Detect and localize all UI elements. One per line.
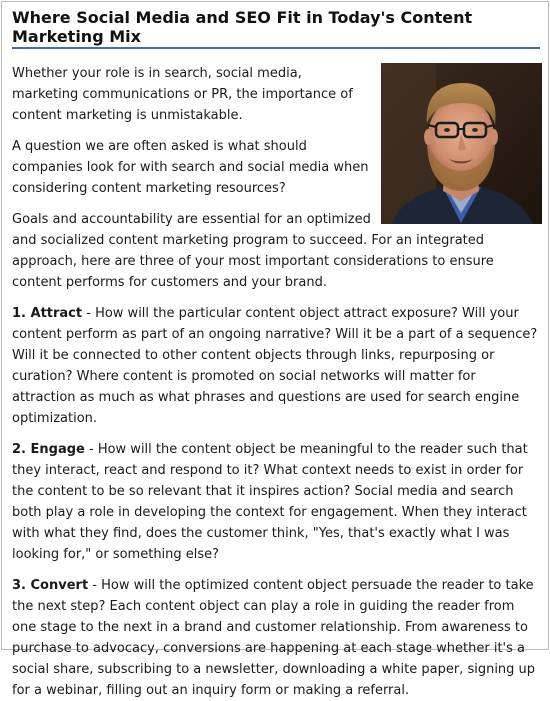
point-attract — [12, 303, 542, 429]
point-body: - How will the particular content object attract exposure? Will your content perform as part of an ongoing narrative? Will it be a part of a sequence? Will it be connected to other content objects through links, repurposing or curation? Where content is promoted on social networks will matter for attraction as much as what phrases and questions are used for search engine optimization. — [12, 306, 538, 426]
point-convert — [12, 575, 542, 701]
article-title: Where Social Media and SEO Fit in Today's Content Marketing Mix — [12, 8, 540, 49]
point-heading: 2. Engage — [12, 442, 85, 457]
point-body: - How will the optimized content object persuade the reader to take the next step? Each content object can play a role in guiding the reader from one stage to the next in a brand and customer relationship. From awareness to purchase to advocacy, conversions are happening at each stage whether it's a social share, subscribing to a newsletter, downloading a white paper, signing up for a webinar, filling out an inquiry form or making a referral. — [12, 578, 536, 698]
intro-paragraph-3: Goals and accountability are essential for an optimized and socialized content marketing program to succeed. For an integrated approach, here are three of your most important considerations to ensure content performs for customers and your brand. — [12, 212, 494, 290]
author-portrait-photo — [381, 63, 542, 224]
point-heading: 3. Convert — [12, 578, 89, 593]
intro-paragraph-1: Whether your role is in search, social media, marketing communications or PR, the importance of content marketing is unmistakable. — [12, 66, 353, 123]
point-body: - How will the content object be meaningful to the reader such that they interact, react and respond to it? What context needs to exist in order for the content to be so relevant that it inspires action? Social media and search both play a role in developing the context for engagement. When they interact with what they find, does the customer think, "Yes, that's exactly what I was looking for," or something else? — [12, 442, 528, 562]
article-body — [12, 63, 542, 701]
point-engage — [12, 439, 542, 565]
point-heading: 1. Attract — [12, 306, 83, 321]
article-frame — [1, 1, 549, 698]
intro-paragraph-2: A question we are often asked is what should companies look for with search and social media when considering content marketing resources? — [12, 139, 369, 196]
